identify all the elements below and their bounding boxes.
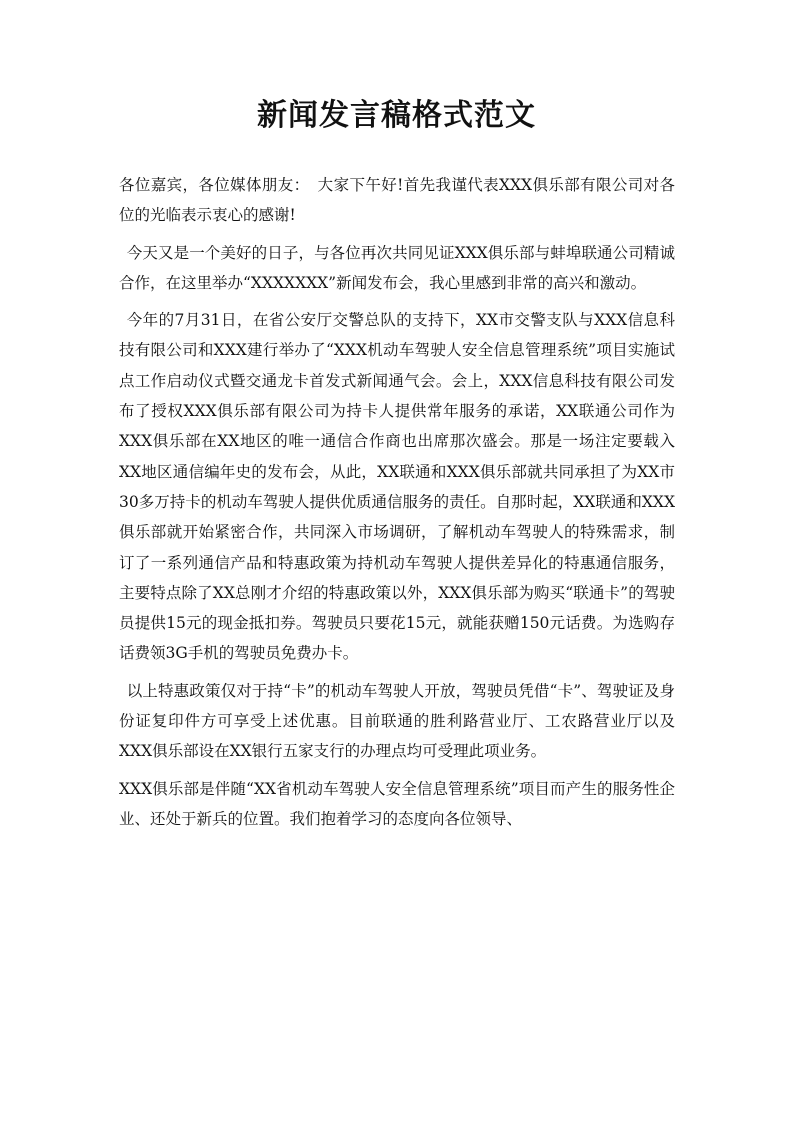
paragraph-club-intro: XXX俱乐部是伴随“XX省机动车驾驶人安全信息管理系统”项目而产生的服务性企业、还处于新兵的位置。我们抱着学习的态度向各位领导、 (119, 779, 675, 828)
paragraph-background: 今年的7月31日，在省公安厅交警总队的支持下，XX市交警支队与XXX信息科技有限公司和XXX建行举办了“XXX机动车驾驶人安全信息管理系统”项目实施试点工作启动仪式暨交通龙卡首发式新闻通气会。会上，XXX信息科技有限公司发布了授权XXX俱乐部有限公司为持卡人提供常年服务的承诺，XX联通公司作为XXX俱乐部在XX地区的唯一通信合作商也出席那次盛会。那是一场注定要载入XX地区通信编年史的发布会，从此，XX联通和XXX俱乐部就共同承担了为XX市30多万持卡的机动车驾驶人提供优质通信服务的责任。自那时起，XX联通和XXX俱乐部就开始紧密合作，共同深入市场调研，了解机动车驾驶人的特殊需求，制订了一系列通信产品和特惠政策为持机动车驾驶人提供差异化的特惠通信服务，主要特点除了XX总刚才介绍的特惠政策以外，XXX俱乐部为购买“联通卡”的驾驶员提供15元的现金抵扣券。驾驶员只要花15元，就能获赠150元话费。为选购存话费领3G手机的驾驶员免费办卡。 (119, 311, 675, 663)
paragraph-policy: 以上特惠政策仅对于持“卡”的机动车驾驶人开放，驾驶员凭借“卡”、驾驶证及身份证复印件方可享受上述优惠。目前联通的胜利路营业厅、工农路营业厅以及XXX俱乐部设在XX银行五家支行的办理点均可受理此项业务。 (119, 681, 675, 761)
document-title: 新闻发言稿格式范文 (257, 98, 536, 133)
document-body (119, 170, 675, 841)
paragraph-greeting: 各位嘉宾，各位媒体朋友： 大家下午好!首先我谨代表XXX俱乐部有限公司对各位的光临表示衷心的感谢! (119, 176, 675, 225)
paragraph-cooperation: 今天又是一个美好的日子，与各位再次共同见证XXX俱乐部与蚌埠联通公司精诚合作，在这里举办“XXXXXXX”新闻发布会，我心里感到非常的高兴和激动。 (119, 243, 675, 292)
